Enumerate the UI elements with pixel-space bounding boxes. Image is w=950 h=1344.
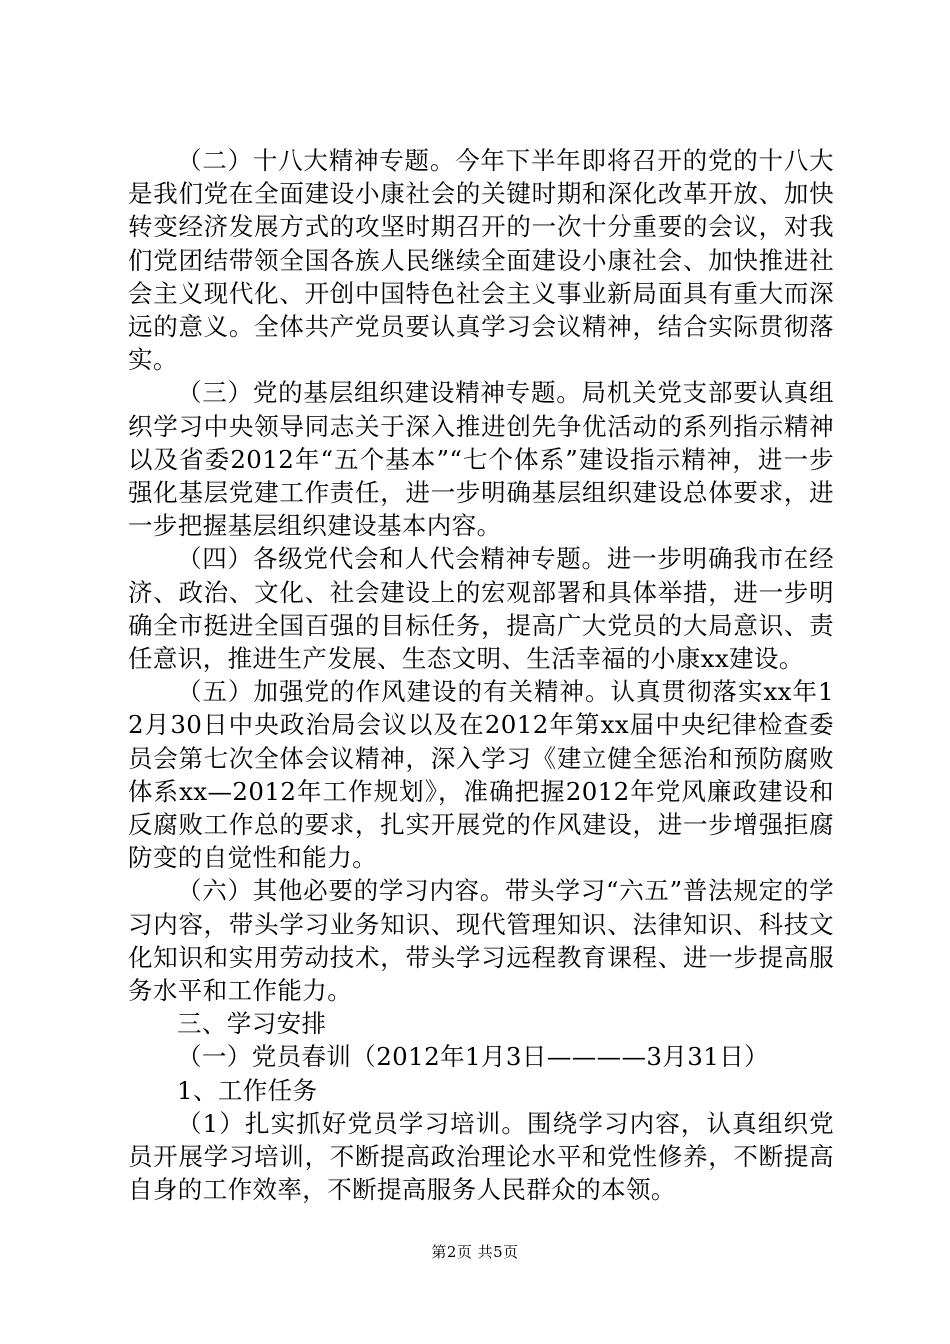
paragraph-topic-5: （五）加强党的作风建设的有关精神。认真贯彻落实xx年12月30日中央政治局会议以及在2012年第xx届中央纪律检查委员会第七次全体会议精神，深入学习《建立健全惩治和预防腐败体系xx—2012年工作规划》，准确把握2012年党风廉政建设和反腐败工作总的要求，扎实开展党的作风建设，进一步增强拒腐防变的自觉性和能力。: [128, 677, 834, 873]
paragraph-topic-3: （三）党的基层组织建设精神专题。局机关党支部要认真组织学习中央领导同志关于深入推进创先争优活动的系列指示精神以及省委2012年“五个基本”“七个体系”建设指示精神，进一步强化基层党建工作责任，进一步明确基层组织建设总体要求，进一步把握基层组织建设基本内容。: [128, 378, 834, 541]
page-footer: 第2页 共5页: [431, 1243, 519, 1261]
paragraph-topic-4: （四）各级党代会和人代会精神专题。进一步明确我市在经济、政治、文化、社会建设上的宏观部署和具体举措，进一步明确全市挺进全国百强的目标任务，提高广大党员的大局意识、责任意识，推进生产发展、生态文明、生活幸福的小康xx建设。: [128, 544, 834, 674]
subheading-work-tasks: 1、工作任务: [177, 1075, 318, 1105]
document-body: [128, 144, 834, 1207]
paragraph-topic-6: （六）其他必要的学习内容。带头学习“六五”普法规定的学习内容，带头学习业务知识、现代管理知识、法律知识、科技文化知识和实用劳动技术，带头学习远程教育课程、进一步提高服务水平和工作能力。: [128, 876, 834, 1006]
paragraph-topic-2: （二）十八大精神专题。今年下半年即将召开的党的十八大是我们党在全面建设小康社会的关键时期和深化改革开放、加快转变经济发展方式的攻坚时期召开的一次十分重要的会议，对我们党团结带领全国各族人民继续全面建设小康社会、加快推进社会主义现代化、开创中国特色社会主义事业新局面具有重大而深远的意义。全体共产党员要认真学习会议精神，结合实际贯彻落实。: [128, 146, 834, 375]
paragraph-task-1: （1）扎实抓好党员学习培训。围绕学习内容，认真组织党员开展学习培训，不断提高政治理论水平和党性修养，不断提高自身的工作效率，不断提高服务人民群众的本领。: [128, 1108, 834, 1205]
section-heading-study-arrangement: 三、学习安排: [177, 1009, 327, 1039]
subheading-spring-training: （一）党员春训（2012年1月3日————3月31日）: [177, 1042, 770, 1072]
